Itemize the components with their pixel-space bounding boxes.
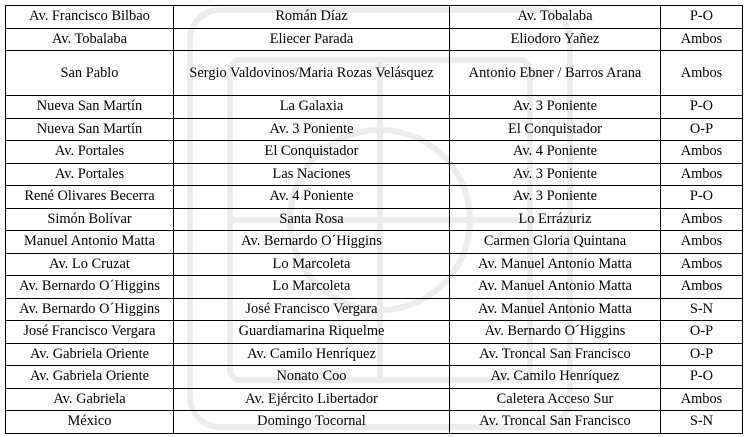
from-cell: Lo Marcoleta	[174, 253, 450, 276]
to-cell: Av. Camilo Henríquez	[450, 366, 661, 389]
to-cell: Av. Troncal San Francisco	[450, 411, 661, 434]
to-cell: Av. Tobalaba	[450, 6, 661, 29]
from-cell: La Galaxia	[174, 96, 450, 119]
to-cell: Av. Manuel Antonio Matta	[450, 276, 661, 299]
table-row	[6, 343, 743, 366]
street-cell: Nueva San Martín	[6, 96, 174, 119]
direction-cell: Ambos	[661, 208, 743, 231]
to-cell: Av. Troncal San Francisco	[450, 343, 661, 366]
to-cell: Av. Manuel Antonio Matta	[450, 253, 661, 276]
street-cell: Av. Gabriela Oriente	[6, 343, 174, 366]
to-cell: Av. 3 Poniente	[450, 186, 661, 209]
direction-cell: Ambos	[661, 51, 743, 96]
street-cell: Av. Portales	[6, 163, 174, 186]
table-row	[6, 163, 743, 186]
direction-cell: Ambos	[661, 276, 743, 299]
from-cell: Av. 3 Poniente	[174, 118, 450, 141]
street-cell: Av. Francisco Bilbao	[6, 6, 174, 29]
street-cell: Simón Bolívar	[6, 208, 174, 231]
direction-cell: P-O	[661, 366, 743, 389]
table-row	[6, 231, 743, 254]
street-cell: Manuel Antonio Matta	[6, 231, 174, 254]
street-cell: Av. Bernardo O´Higgins	[6, 298, 174, 321]
direction-cell: Ambos	[661, 28, 743, 51]
direction-cell: Ambos	[661, 388, 743, 411]
street-cell: Nueva San Martín	[6, 118, 174, 141]
street-cell: San Pablo	[6, 51, 174, 96]
table-row	[6, 6, 743, 29]
direction-cell: Ambos	[661, 253, 743, 276]
table-row	[6, 28, 743, 51]
from-cell: Nonato Coo	[174, 366, 450, 389]
from-cell: Sergio Valdovinos/Maria Rozas Velásquez	[174, 51, 450, 96]
from-cell: Santa Rosa	[174, 208, 450, 231]
direction-cell: S-N	[661, 298, 743, 321]
table-row	[6, 51, 743, 96]
direction-cell: O-P	[661, 118, 743, 141]
table-row	[6, 96, 743, 119]
direction-cell: P-O	[661, 6, 743, 29]
from-cell: Román Díaz	[174, 6, 450, 29]
to-cell: El Conquistador	[450, 118, 661, 141]
street-cell: Av. Gabriela Oriente	[6, 366, 174, 389]
from-cell: Eliecer Parada	[174, 28, 450, 51]
from-cell: Lo Marcoleta	[174, 276, 450, 299]
table-row	[6, 276, 743, 299]
from-cell: Av. 4 Poniente	[174, 186, 450, 209]
street-cell: Av. Gabriela	[6, 388, 174, 411]
table-row	[6, 186, 743, 209]
from-cell: Av. Ejército Libertador	[174, 388, 450, 411]
table-row	[6, 411, 743, 434]
to-cell: Caletera Acceso Sur	[450, 388, 661, 411]
street-cell: René Olivares Becerra	[6, 186, 174, 209]
to-cell: Av. Manuel Antonio Matta	[450, 298, 661, 321]
street-cell: Av. Tobalaba	[6, 28, 174, 51]
street-cell: Av. Lo Cruzat	[6, 253, 174, 276]
from-cell: Av. Bernardo O´Higgins	[174, 231, 450, 254]
direction-cell: Ambos	[661, 231, 743, 254]
street-cell: Av. Portales	[6, 141, 174, 164]
direction-cell: P-O	[661, 186, 743, 209]
to-cell: Av. 3 Poniente	[450, 163, 661, 186]
table-row	[6, 388, 743, 411]
routes-table	[5, 5, 743, 434]
street-cell: José Francisco Vergara	[6, 321, 174, 344]
from-cell: Las Naciones	[174, 163, 450, 186]
direction-cell: O-P	[661, 343, 743, 366]
direction-cell: Ambos	[661, 163, 743, 186]
table-row	[6, 118, 743, 141]
from-cell: Domingo Tocornal	[174, 411, 450, 434]
direction-cell: P-O	[661, 96, 743, 119]
to-cell: Av. 4 Poniente	[450, 141, 661, 164]
table-row	[6, 253, 743, 276]
table-row	[6, 141, 743, 164]
street-cell: México	[6, 411, 174, 434]
from-cell: Guardiamarina Riquelme	[174, 321, 450, 344]
to-cell: Lo Errázuriz	[450, 208, 661, 231]
table-row	[6, 298, 743, 321]
to-cell: Carmen Gloria Quintana	[450, 231, 661, 254]
table-row	[6, 366, 743, 389]
to-cell: Eliodoro Yañez	[450, 28, 661, 51]
direction-cell: S-N	[661, 411, 743, 434]
to-cell: Antonio Ebner / Barros Arana	[450, 51, 661, 96]
from-cell: Av. Camilo Henríquez	[174, 343, 450, 366]
direction-cell: Ambos	[661, 141, 743, 164]
to-cell: Av. 3 Poniente	[450, 96, 661, 119]
to-cell: Av. Bernardo O´Higgins	[450, 321, 661, 344]
direction-cell: O-P	[661, 321, 743, 344]
from-cell: José Francisco Vergara	[174, 298, 450, 321]
table-row	[6, 208, 743, 231]
table-row	[6, 321, 743, 344]
street-cell: Av. Bernardo O´Higgins	[6, 276, 174, 299]
from-cell: El Conquistador	[174, 141, 450, 164]
